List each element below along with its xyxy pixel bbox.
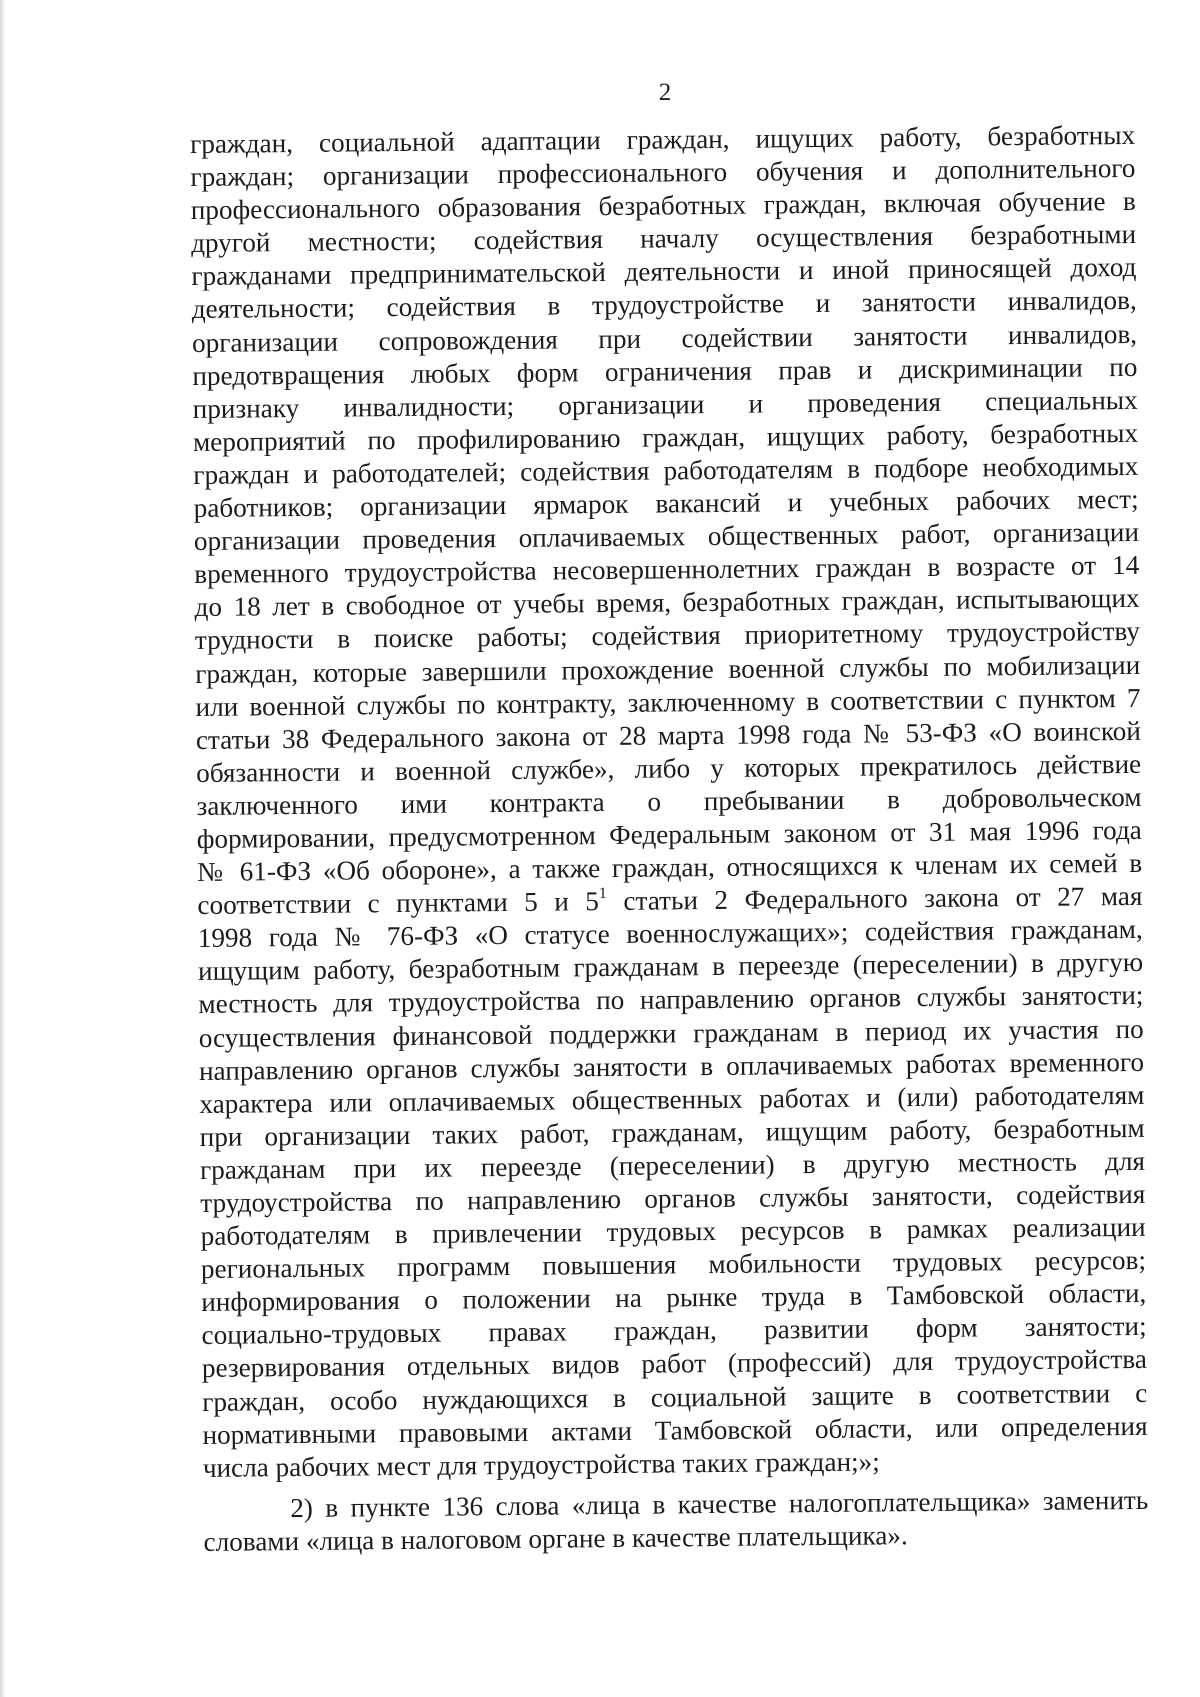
paragraph-2-line-2: словами «лица в налоговом органе в качестве плательщика». <box>203 1520 908 1557</box>
p1-line: признаку инвалидности; организации и проведения специальных <box>192 384 1138 424</box>
p1-line: формировании, предусмотренном Федеральным законом от 31 мая 1996 года <box>196 814 1142 854</box>
sup-line-after: статьи 2 Федерального закона от 27 мая <box>606 881 1143 917</box>
p1-line: другой местности; содействия началу осуществления безработными <box>190 219 1137 259</box>
p1-line: заключенного ими контракта о пребывании в добровольческом <box>196 781 1142 821</box>
paragraph-1-last-line: числа рабочих мест для трудоустройства таких граждан;»; <box>202 1446 880 1483</box>
p1-line: профессионального образования безработных граждан, включая обучение в <box>190 186 1136 226</box>
p1-line: граждан; организации профессионального обучения и дополнительного <box>190 153 1136 193</box>
p1-line: предотвращения любых форм ограничения прав и дискриминации по <box>192 351 1138 391</box>
p1a-line: резервирования отдельных видов работ (профессий) для трудоустройства <box>201 1344 1148 1384</box>
sup-line-before: соответствии с пунктами 5 и 5 <box>197 886 600 921</box>
p1a-line: работодателям в привлечении трудовых ресурсов в рамках реализации <box>200 1211 1146 1252</box>
p1-line: граждан и работодателей; содействия работодателям в подборе необходимых <box>193 450 1139 490</box>
scan-edge-shadow <box>0 0 6 1697</box>
p1a-line: 1998 года № 76-ФЗ «О статусе военнослужащих»; содействия гражданам, <box>197 914 1143 954</box>
p1a-line: региональных программ повышения мобильности трудовых ресурсов; <box>200 1245 1147 1285</box>
superscript-mark: 1 <box>598 885 607 903</box>
p1a-line: граждан, особо нуждающихся в социальной защите в соответствии с <box>202 1377 1148 1417</box>
p1-line: до 18 лет в свободное от учебы время, безработных граждан, испытывающих <box>194 583 1140 623</box>
p1-line: деятельности; содействия в трудоустройстве и занятости инвалидов, <box>191 285 1137 325</box>
p1a-line: при организации таких работ, гражданам, ищущим работу, безработным <box>199 1112 1145 1152</box>
p1-line: работников; организации ярмарок вакансий и учебных рабочих мест; <box>193 483 1139 524</box>
p1a-line: характера или оплачиваемых общественных работах и (или) работодателям <box>199 1079 1145 1119</box>
p1-line: организации проведения оплачиваемых общественных работ, организации <box>193 517 1140 557</box>
p1-line: временного трудоустройства несовершеннолетних граждан в возрасте от 14 <box>194 550 1140 590</box>
p1a-line: ищущим работу, безработным гражданам в переезде (переселении) в другую <box>197 947 1144 987</box>
p1a-line: местность для трудоустройства по направлению органов службы занятости; <box>198 980 1144 1020</box>
p1-line: или военной службы по контракту, заключенному в соответствии с пунктом 7 <box>195 682 1141 722</box>
p1-line: организации сопровождения при содействии занятости инвалидов, <box>191 318 1138 358</box>
paragraph-1-lines <box>190 119 1142 889</box>
p1-line: № 61-ФЗ «Об обороне», а также граждан, относящихся к членам их семей в <box>196 847 1143 888</box>
p1-line: мероприятий по профилированию граждан, ищущих работу, безработных <box>192 417 1139 457</box>
p1a-line: трудоустройства по направлению органов службы занятости, содействия <box>200 1178 1146 1218</box>
p1-line: гражданами предпринимательской деятельности и иной приносящей доход <box>191 252 1137 292</box>
paragraph-1-lines-after <box>198 913 1148 1452</box>
p1a-line: гражданам при их переезде (переселении) в другую местность для <box>199 1145 1146 1185</box>
p1a-line: направлению органов службы занятости в оплачиваемых работах временного <box>198 1046 1145 1086</box>
p1a-line: нормативными правовыми актами Тамбовской области, или определения <box>202 1410 1148 1450</box>
p1-line: статьи 38 Федерального закона от 28 марта 1998 года № 53-ФЗ «О воинской <box>195 715 1141 755</box>
p1a-line: социально-трудовых правах граждан, развитии форм занятости; <box>201 1311 1147 1351</box>
p1-line: трудности в поиске работы; содействия приоритетному трудоустройству <box>194 616 1141 656</box>
p1-line: обязанности и военной службе», либо у которых прекратилось действие <box>196 748 1142 788</box>
p1a-line: информирования о положении на рынке труда в Тамбовской области, <box>201 1278 1147 1318</box>
document-body <box>190 119 1149 1559</box>
p1-line: граждан, которые завершили прохождение военной службы по мобилизации <box>195 649 1141 689</box>
p1-line: граждан, социальной адаптации граждан, ищущих работу, безработных <box>190 119 1136 159</box>
p1a-line: осуществления финансовой поддержки гражданам в период их участия по <box>198 1013 1144 1053</box>
paragraph-2-line-1: 2) в пункте 136 слова «лица в качестве налогоплательщика» заменить <box>290 1484 1149 1523</box>
page-number: 2 <box>658 79 672 106</box>
